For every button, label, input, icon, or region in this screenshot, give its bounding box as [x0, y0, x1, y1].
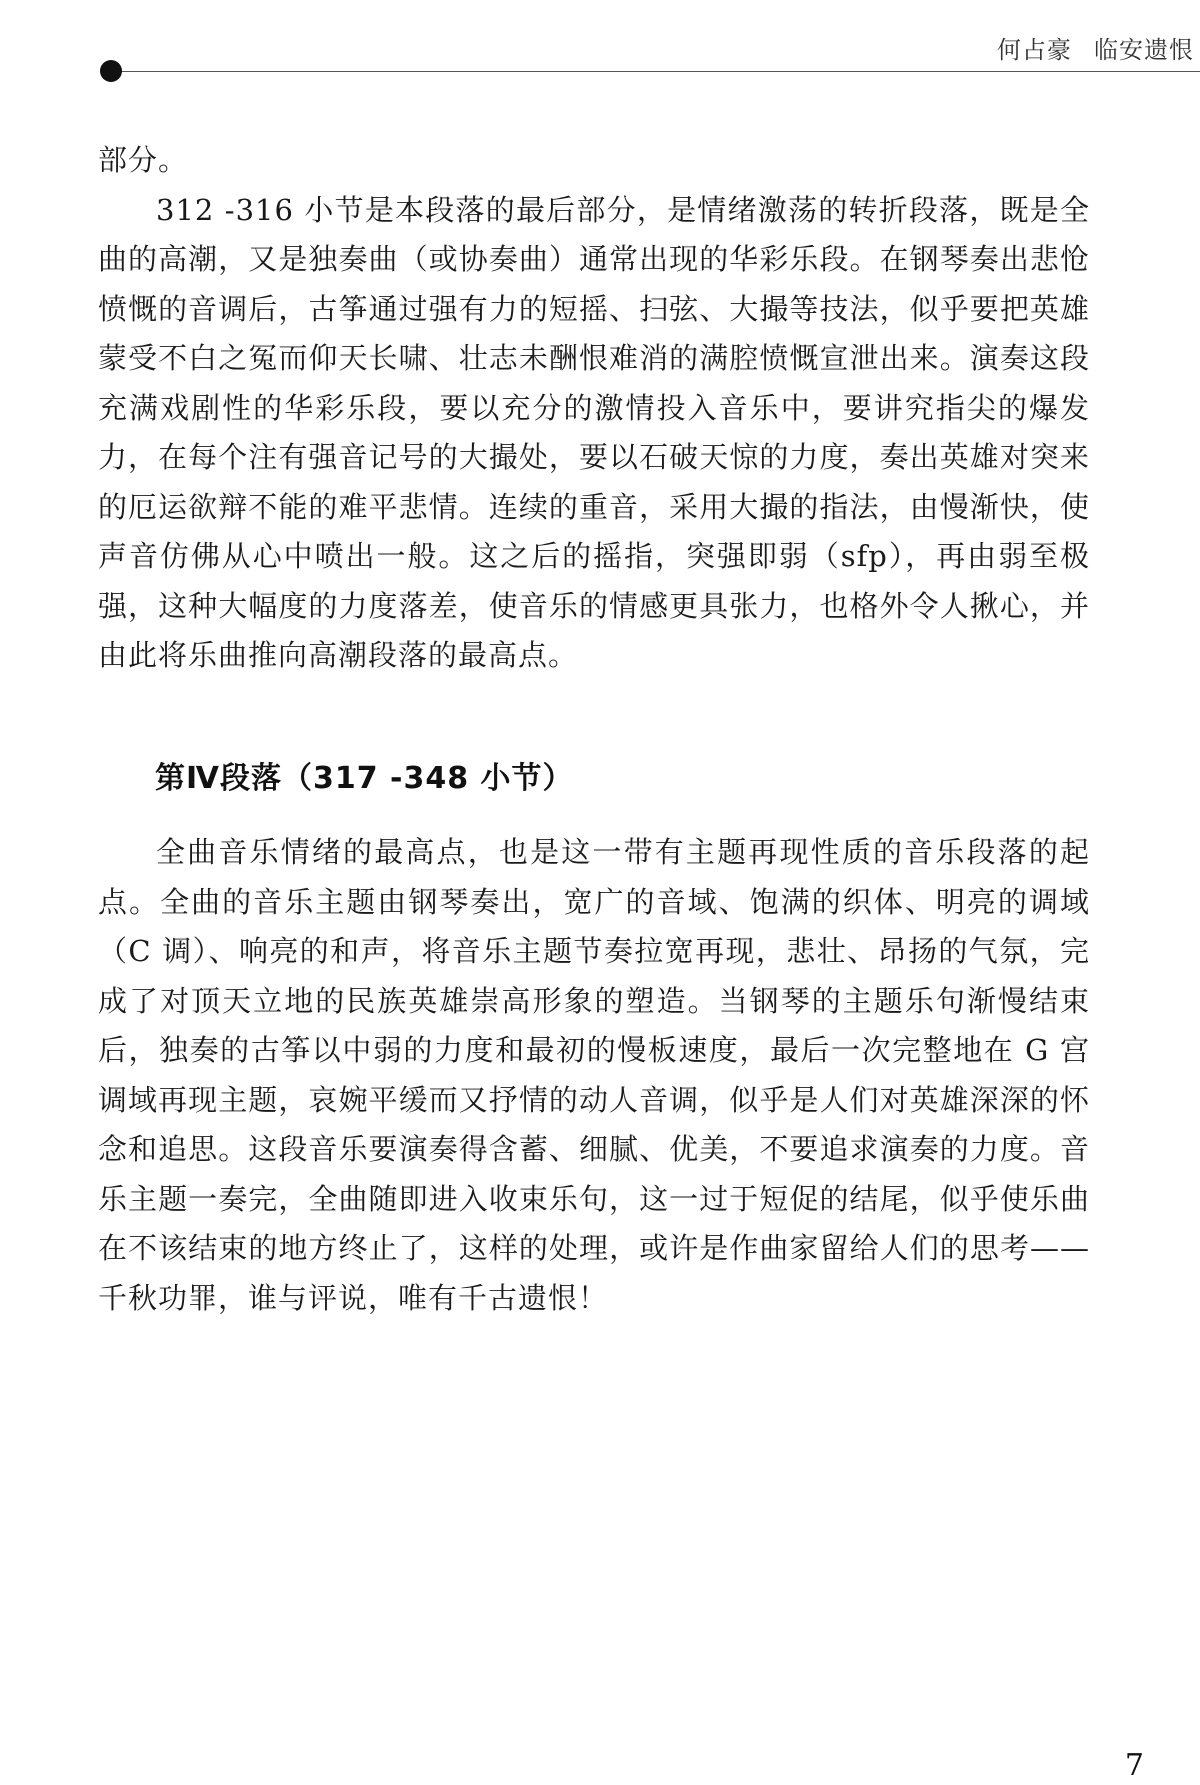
text-block-upper [98, 136, 1090, 681]
paragraph-climax: 全曲音乐情绪的最高点，也是这一带有主题再现性质的音乐段落的起点。全曲的音乐主题由钢琴奏出，宽广的音域、饱满的织体、明亮的调域（C 调）、响亮的和声，将音乐主题节奏拉宽再现，悲壮、昂扬的气氛，完成了对顶天立地的民族英雄崇高形象的塑造。当钢琴的主题乐句渐慢结束后，独奏的古筝以中弱的力度和最初的慢板速度，最后一次完整地在 G 宫调域再现主题，哀婉平缓而又抒情的动人音调，似乎是人们对英雄深深的怀念和追思。这段音乐要演奏得含蓄、细腻、优美，不要追求演奏的力度。音乐主题一奏完，全曲随即进入收束乐句，这一过于短促的结尾，似乎使乐曲在不该结束的地方终止了，这样的处理，或许是作曲家留给人们的思考——千秋功罪，谁与评说，唯有千古遗恨！ [98, 835, 1090, 1315]
paragraph-cadenza: 312 -316 小节是本段落的最后部分，是情绪激荡的转折段落，既是全曲的高潮，又是独奏曲（或协奏曲）通常出现的华彩乐段。在钢琴奏出悲怆愤慨的音调后，古筝通过强有力的短摇、扫弦、大撮等技法，似乎要把英雄蒙受不白之冤而仰天长啸、壮志未酬恨难消的满腔愤慨宣泄出来。演奏这段充满戏剧性的华彩乐段，要以充分的激情投入音乐中，要讲究指尖的爆发力，在每个注有强音记号的大撮处，要以石破天惊的力度，奏出英雄对突来的厄运欲辩不能的难平悲情。连续的重音，采用大撮的指法，由慢渐快，使声音仿佛从心中喷出一般。这之后的摇指，突强即弱（sfp），再由弱至极强，这种大幅度的力度落差，使音乐的情感更具张力，也格外令人揪心，并由此将乐曲推向高潮段落的最高点。 [98, 192, 1090, 672]
running-head-title: 临安遗恨 [1094, 36, 1194, 64]
running-head [100, 30, 1200, 74]
running-head-text [997, 30, 1194, 65]
running-head-author: 何占豪 [997, 36, 1072, 64]
text-block-lower [98, 828, 1090, 1323]
section-heading: 第Ⅳ段落（317 -348 小节） [155, 760, 574, 796]
header-bullet-dot [100, 60, 122, 82]
page-number: 7 [1124, 1748, 1144, 1783]
header-rule [118, 71, 1200, 72]
continuation-text: 部分。 [98, 143, 189, 177]
